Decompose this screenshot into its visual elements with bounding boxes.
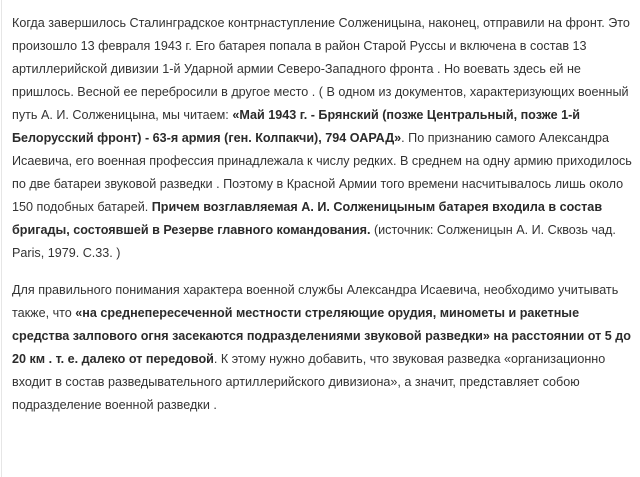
paragraph-1-bold-statement: Причем возглавляемая А. И. Солженицыным батарея входила в состав бригады, состоявшей в Резерве главного командования.: [12, 200, 603, 237]
paragraph-1-source: (источник: Солженицын А. И. Сквозь чад. Paris, 1979. С.33. ): [12, 223, 616, 260]
paragraph-1-bold-quote: «Май 1943 г. - Брянский (позже Центральный, позже 1-й Белорусский фронт) - 63-я армия (ген. Колпакчи), 794 ОАРАД»: [12, 108, 581, 145]
article-body: [12, 12, 634, 417]
paragraph-2: [12, 279, 634, 417]
paragraph-1: [12, 12, 634, 265]
paragraph-1-text-2: . По признанию самого Александра Исаевича, его военная профессия принадлежала к числу редких. В среднем на одну армию приходилось по две батареи звуковой разведки . Поэтому в Красной Армии того времени насчитывалось лишь около 150 подобных батарей.: [12, 131, 632, 214]
left-border-line: [1, 0, 2, 477]
paragraph-2-text-1: Для правильного понимания характера военной службы Александра Исаевича, необходимо учитывать также, что: [12, 283, 619, 320]
paragraph-1-text-1: Когда завершилось Сталинградское контрнаступление Солженицына, наконец, отправили на фронт. Это произошло 13 февраля 1943 г. Его батарея попала в район Старой Руссы и включена в состав 13 артиллерийской дивизии 1-й Ударной армии Северо-Западного фронта . Но воевать здесь ей не пришлось. Весной ее перебросили в другое место . ( В одном из документов, характеризующих военный путь А. И. Солженицына, мы читаем:: [12, 16, 630, 122]
paragraph-2-text-2: . К этому нужно добавить, что звуковая разведка «организационно входит в состав разведывательного артиллерийского дивизиона», а значит, представляет собою подразделение военной разведки .: [12, 352, 606, 412]
paragraph-2-bold-quote: «на среднепересеченной местности стреляющие орудия, минометы и ракетные средства залпового огня засекаются подразделениями звуковой разведки» на расстоянии от 5 до 20 км . т. е. далеко от передовой: [12, 306, 631, 366]
